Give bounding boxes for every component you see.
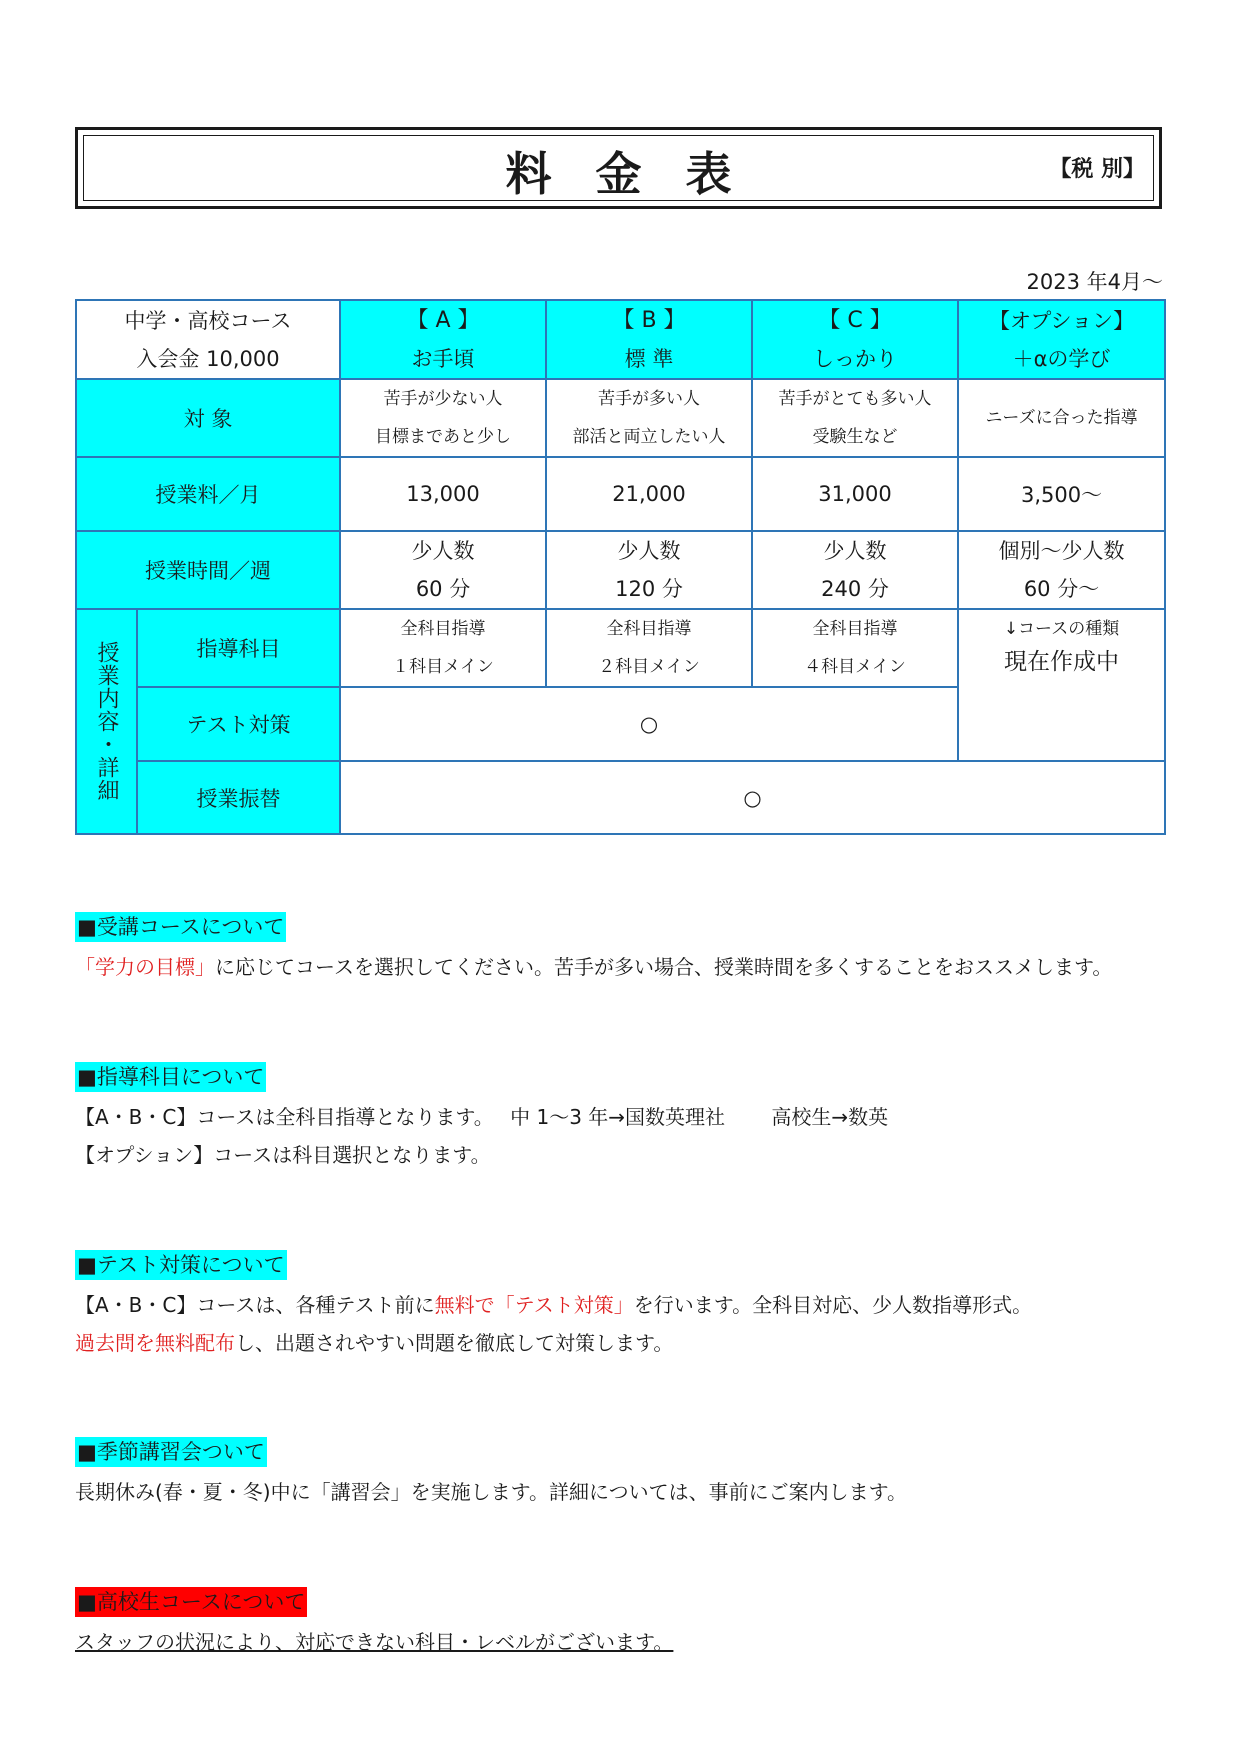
row-label-target: 対 象 bbox=[76, 379, 340, 457]
target-cell-b: 苦手が多い人 部活と両立したい人 bbox=[546, 379, 752, 457]
section-high-school bbox=[75, 1587, 673, 1661]
section-heading: ■季節講習会ついて bbox=[75, 1437, 267, 1467]
section-course bbox=[75, 912, 1112, 986]
target-cell-c: 苦手がとても多い人 受験生など bbox=[752, 379, 958, 457]
subjects-cell-b: 全科目指導 ２科目メイン bbox=[546, 609, 752, 687]
table-row-time bbox=[76, 531, 1165, 609]
page-title: 料金表 bbox=[505, 147, 776, 201]
section-heading: ■受講コースについて bbox=[75, 912, 286, 942]
section-test-prep bbox=[75, 1250, 1032, 1362]
subjects-cell-a: 全科目指導 １科目メイン bbox=[340, 609, 546, 687]
fee-cell-b: 21,000 bbox=[546, 457, 752, 531]
time-cell-a: 少人数 60 分 bbox=[340, 531, 546, 609]
row-label-test: テスト対策 bbox=[137, 687, 340, 761]
section-seasonal bbox=[75, 1437, 907, 1511]
option-status-cell: ↓コースの種類 現在作成中 bbox=[958, 609, 1165, 761]
effective-date: 2023 年4月～ bbox=[1026, 270, 1163, 294]
table-row-fee bbox=[76, 457, 1165, 531]
test-mark-cell: ○ bbox=[340, 687, 958, 761]
column-header-a: 【 A 】 お手頃 bbox=[340, 300, 546, 379]
fee-cell-option: 3,500～ bbox=[958, 457, 1165, 531]
price-table bbox=[75, 299, 1166, 835]
table-row-target bbox=[76, 379, 1165, 457]
makeup-mark-cell: ○ bbox=[340, 761, 1165, 834]
section-text: 【A・B・C】コースは、各種テスト前に無料で「テスト対策」を行います。全科目対応、少人数指導形式。 過去問を無料配布し、出題されやすい問題を徹底して対策します。 bbox=[75, 1293, 1033, 1355]
fee-cell-a: 13,000 bbox=[340, 457, 546, 531]
fee-cell-c: 31,000 bbox=[752, 457, 958, 531]
target-cell-option: ニーズに合った指導 bbox=[958, 379, 1165, 457]
section-text: 【A・B・C】コースは全科目指導となります。 中 1～3 年→国数英理社 高校生→数英 【オプション】コースは科目選択となります。 bbox=[75, 1105, 889, 1167]
column-header-c: 【 C 】 しっかり bbox=[752, 300, 958, 379]
section-subjects bbox=[75, 1062, 888, 1174]
table-row-subjects bbox=[76, 609, 1165, 687]
table-row-makeup bbox=[76, 761, 1165, 834]
tax-note: 【税 別】 bbox=[1049, 157, 1145, 182]
time-cell-b: 少人数 120 分 bbox=[546, 531, 752, 609]
group-label-content: 授業内容・詳細 bbox=[76, 609, 137, 834]
section-heading: ■テスト対策について bbox=[75, 1250, 287, 1280]
subjects-cell-c: 全科目指導 ４科目メイン bbox=[752, 609, 958, 687]
section-heading: ■高校生コースについて bbox=[75, 1587, 307, 1617]
title-box bbox=[75, 127, 1162, 209]
section-text: 長期休み(春・夏・冬)中に「講習会」を実施します。詳細については、事前にご案内します。 bbox=[75, 1480, 908, 1504]
course-info-cell: 中学・高校コース 入会金 10,000 bbox=[76, 300, 340, 379]
row-label-time: 授業時間／週 bbox=[76, 531, 340, 609]
row-label-fee: 授業料／月 bbox=[76, 457, 340, 531]
column-header-option: 【オプション】 ＋αの学び bbox=[958, 300, 1165, 379]
section-text: 「学力の目標」に応じてコースを選択してください。苦手が多い場合、授業時間を多くすることをおススメします。 bbox=[75, 955, 1113, 979]
table-header-row bbox=[76, 300, 1165, 379]
column-header-b: 【 B 】 標 準 bbox=[546, 300, 752, 379]
time-cell-c: 少人数 240 分 bbox=[752, 531, 958, 609]
section-heading: ■指導科目について bbox=[75, 1062, 266, 1092]
time-cell-option: 個別～少人数 60 分～ bbox=[958, 531, 1165, 609]
row-label-subjects: 指導科目 bbox=[137, 609, 340, 687]
row-label-makeup: 授業振替 bbox=[137, 761, 340, 834]
target-cell-a: 苦手が少ない人 目標まであと少し bbox=[340, 379, 546, 457]
section-text: スタッフの状況により、対応できない科目・レベルがございます。 bbox=[75, 1630, 674, 1654]
